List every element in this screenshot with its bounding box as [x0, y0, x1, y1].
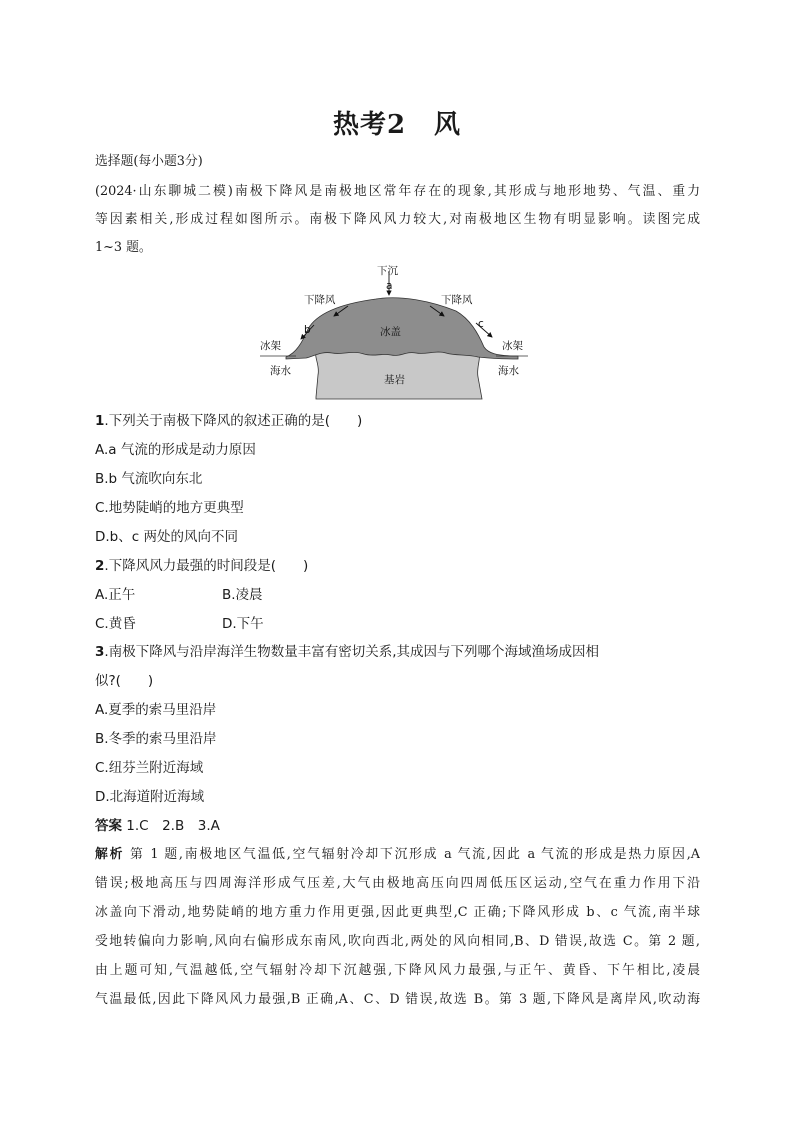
label-shelf-right: 冰架: [502, 340, 523, 352]
question-3-stem: [95, 640, 599, 660]
question-3-text-line-2: 似?( ): [95, 673, 154, 689]
analysis-line-1: [95, 843, 700, 862]
question-1-stem: [95, 409, 362, 429]
answer-line: [95, 814, 220, 834]
question-3-text-line-1: .南极下降风与沿岸海洋生物数量丰富有密切关系,其成因与下列哪个海域渔场成因相: [104, 644, 599, 660]
question-1-option-a: A.a 气流的形成是动力原因: [95, 442, 256, 458]
question-1-option-b: B.b 气流吹向东北: [95, 471, 203, 487]
katabatic-wind-diagram: [256, 257, 532, 401]
page-title: [0, 104, 794, 141]
question-3-option-d: D.北海道附近海域: [95, 789, 205, 805]
question-2-stem: [95, 554, 308, 574]
question-1-number: 1: [95, 413, 105, 429]
label-wind-right: 下降风: [441, 294, 473, 306]
analysis-text-1: 第 1 题,南极地区气温低,空气辐射冷却下沉形成 a 气流,因此 a 气流的形成是热力原因,A: [124, 847, 700, 862]
question-3-option-a: A.夏季的索马里沿岸: [95, 702, 217, 718]
question-2-text: .下降风风力最强的时间段是( ): [104, 558, 309, 574]
label-b: b: [304, 324, 311, 336]
analysis-line-5: 由上题可知,气温越低,空气辐射冷却下沉越强,下降风风力最强,与正午、黄昏、下午相比,凌晨: [95, 963, 700, 978]
label-c: c: [478, 318, 484, 330]
label-a: a: [386, 280, 393, 292]
analysis-line-2: 错误;极地高压与四周海洋形成气压差,大气由极地高压向四周低压区运动,空气在重力作用下沿: [95, 876, 700, 891]
question-1-option-d: D.b、c 两处的风向不同: [95, 529, 238, 545]
label-wind-left: 下降风: [304, 294, 336, 306]
question-3-number: 3: [95, 644, 105, 660]
answer-label: 答案: [95, 818, 122, 834]
analysis-line-6: 气温最低,因此下降风风力最强,B 正确,A、C、D 错误,故选 B。第 3 题,下降风是离岸风,吹动海: [95, 992, 700, 1007]
question-2-option-a: A.正午: [95, 587, 136, 603]
question-3-option-c: C.纽芬兰附近海域: [95, 760, 204, 776]
analysis-label: 解析: [95, 847, 125, 862]
question-2-option-c: C.黄昏: [95, 616, 136, 632]
title-part1: 热考2: [332, 110, 407, 140]
analysis-line-4: 受地转偏向力影响,风向右偏形成东南风,吹向西北,两处的风向相同,B、D 错误,故选 C。第 2 题,: [95, 934, 700, 949]
intro-line-1: (2024·山东聊城二模)南极下降风是南极地区常年存在的现象,其形成与地形地势、气温、重力: [95, 184, 700, 199]
title-part2: 风: [434, 110, 462, 140]
intro-line-3: 1~3 题。: [95, 240, 152, 255]
answer-text: 1.C 2.B 3.A: [122, 818, 220, 834]
label-sea-left: 海水: [270, 365, 291, 377]
question-2-row-2: [95, 612, 264, 632]
question-1-option-c: C.地势陡峭的地方更典型: [95, 500, 244, 516]
analysis-line-3: 冰盖向下滑动,地势陡峭的地方重力作用更强,因此更典型,C 正确;下降风形成 b、c 气流,南半球: [95, 905, 700, 920]
question-3-option-b: B.冬季的索马里沿岸: [95, 731, 217, 747]
label-icesheet: 冰盖: [380, 326, 401, 338]
question-2-option-b: B.凌晨: [222, 587, 263, 603]
question-2-option-d: D.下午: [222, 616, 264, 632]
label-sea-right: 海水: [498, 365, 519, 377]
question-2-row-1: [95, 583, 263, 603]
label-shelf-left: 冰架: [260, 340, 281, 352]
intro-line-2: 等因素相关,形成过程如图所示。南极下降风风力较大,对南极地区生物有明显影响。读图完成: [95, 212, 700, 227]
label-bedrock: 基岩: [384, 374, 405, 386]
label-sink: 下沉: [377, 265, 398, 277]
question-1-text: .下列关于南极下降风的叙述正确的是( ): [104, 413, 363, 429]
question-2-number: 2: [95, 558, 105, 574]
section-heading: 选择题(每小题3分): [95, 154, 203, 169]
